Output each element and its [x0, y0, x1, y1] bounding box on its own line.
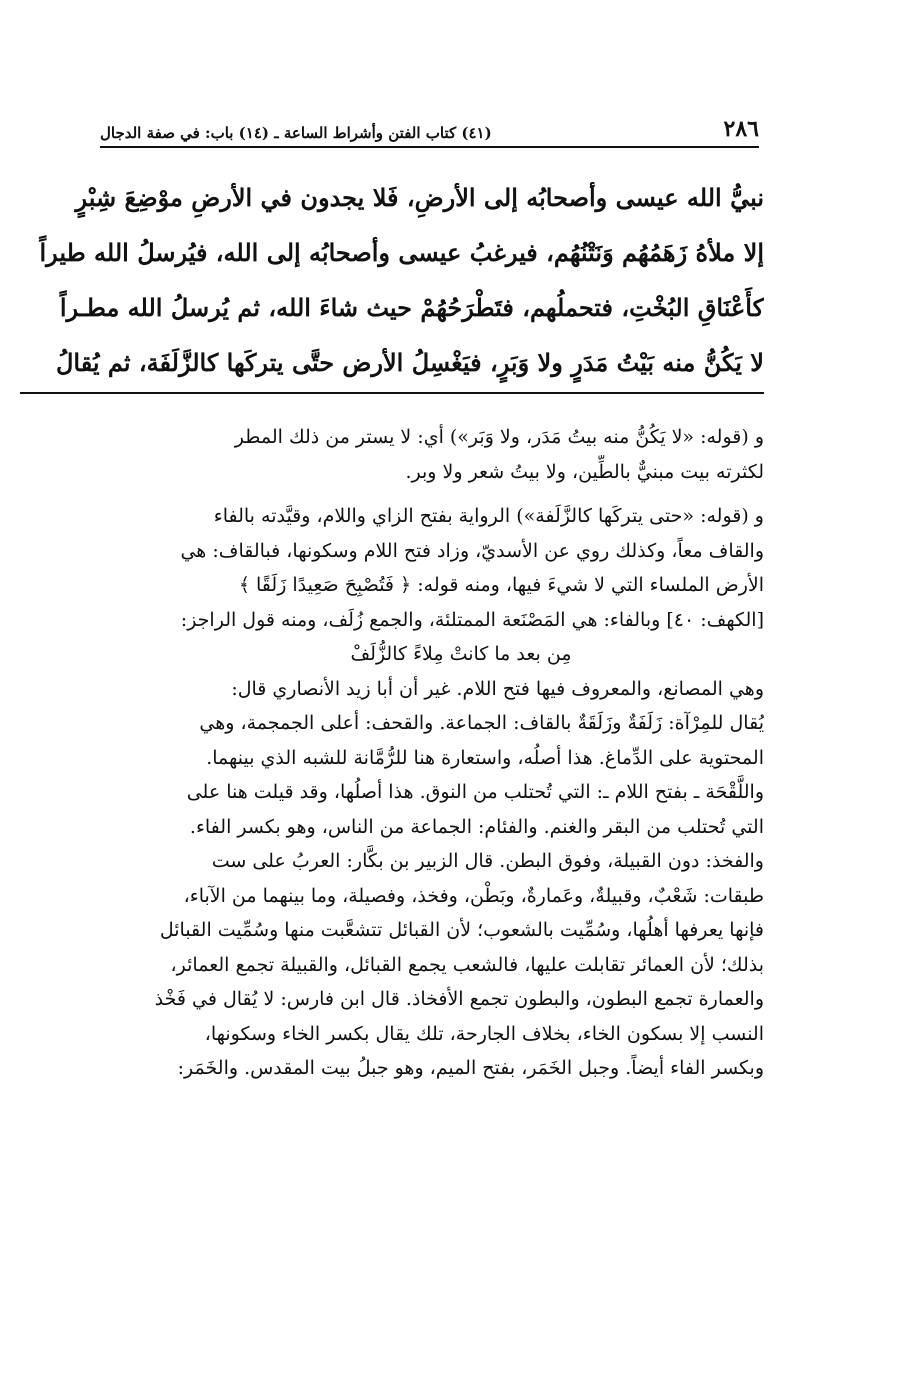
commentary-line: الأرض الملساء التي لا شيءَ فيها، ومنه قوله: ﴿ فَتُصْبِحَ صَعِيدًا زَلَقًا ﴾ [238, 574, 764, 596]
hadith-text [30, 170, 764, 390]
commentary-line: واللَّقْحَة ـ بفتح اللام ـ: التي تُحتلب من النوق. هذا أصلُها، وقد قيلت هنا على [186, 781, 764, 803]
commentary-line: و (قوله: «حتى يتركَها كالزَّلَفة») الرواية بفتح الزاي واللام، وقيَّدته بالفاء [213, 505, 764, 527]
commentary-line: المحتوية على الدِّماغ. هذا أصلُه، واستعارة هنا للرُّمَّانة للشبه الذي بينهما. [206, 746, 764, 769]
hadith-line: كأَعْنَاقِ البُخْتِ، فتحملُهم، فتَطْرَحُهُمْ حيث شاءَ الله، ثم يُرسلُ الله مطـراً [59, 293, 764, 322]
section-divider [20, 392, 764, 394]
paragraph-gap [18, 489, 764, 499]
running-head: (٤١) كتاب الفتن وأشراط الساعة ـ (١٤) باب: في صفة الدجال [100, 124, 492, 142]
commentary-line: لكثرته بيت مبنيٌّ بالطِّين، ولا بيتُ شعر ولا وبر. [405, 460, 764, 483]
commentary-line: وهي المصانع، والمعروف فيها فتح اللام. غير أن أبا زيد الأنصاري قال: [231, 677, 764, 700]
commentary-line: النسب إلا بسكون الخاء، بخلاف الجارحة، تلك يقال بكسر الخاء وسكونها، [204, 1022, 764, 1045]
hadith-line: لا يَكُنُّ منه بَيْتُ مَدَرٍ ولا وَبَرٍ، فيَغْسِلُ الأرض حتَّى يتركَها كالزَّلَفَة، ثم يُقالُ [55, 348, 764, 377]
commentary-line: يُقال للمِرْآة: زَلَفَةٌ وزَلَقَةٌ بالقاف: الجماعة. والقحف: أعلى الجمجمة، وهي [199, 712, 764, 734]
commentary-line: بذلك؛ لأن العمائر تقابلت عليها، فالشعب يجمع القبائل، والقبيلة تجمع العمائر، [170, 953, 764, 976]
commentary [18, 420, 764, 1086]
commentary-line: والعمارة تجمع البطون، والبطون تجمع الأفخاذ. قال ابن فارس: لا يُقال في فَخْذ [154, 988, 764, 1010]
commentary-line: والقاف معاً، وكذلك روي عن الأسديّ، وزاد فتح اللام وسكونها، فبالقاف: هي [180, 539, 764, 562]
page-number: ٢٨٦ [723, 116, 759, 142]
hadith-line: إلا ملأهُ زَهَمُهُم وَنَتْنُهُم، فيرغبُ عيسى وأصحابُه إلى الله، فيُرسلُ الله طيراً [39, 238, 764, 267]
commentary-line: التي تُحتلب من البقر والغنم. والفئام: الجماعة من الناس، وهو بكسر الفاء. [189, 815, 764, 838]
commentary-line: [الكهف: ٤٠] وبالفاء: هي المَصْنَعة الممتلئة، والجمع زُلَف، ومنه قول الراجز: [180, 608, 764, 631]
commentary-line: طبقات: شَعْبٌ، وقبيلةٌ، وعَمارةٌ، وبَطْن، وفخذ، وفصيلة، وما بينهما من الآباء، [183, 884, 764, 907]
poetry-verse: مِن بعد ما كانتْ مِلاءً كالزُّلَفْ [350, 643, 572, 665]
commentary-line: وبكسر الفاء أيضاً. وجبل الخَمَر، بفتح الميم، وهو جبلُ بيت المقدس. والخَمَر: [177, 1057, 764, 1079]
commentary-line: فإنها يعرفها أهلُها، وسُمِّيت بالشعوب؛ لأن القبائل تتشعَّبت منها وسُمِّيت القبائل [159, 919, 764, 941]
commentary-line: والفخذ: دون القبيلة، وفوق البطن. قال الزبير بن بكَّار: العربُ على ست [211, 850, 764, 872]
page-header [100, 102, 759, 148]
commentary-line: و (قوله: «لا يَكُنُّ منه بيتُ مَدَر، ولا وَبَر») أي: لا يستر من ذلك المطر [234, 426, 764, 448]
hadith-line: نبيُّ الله عيسى وأصحابُه إلى الأرضِ، فَلا يجدون في الأرضِ موْضِعَ شِبْرٍ [75, 183, 764, 212]
